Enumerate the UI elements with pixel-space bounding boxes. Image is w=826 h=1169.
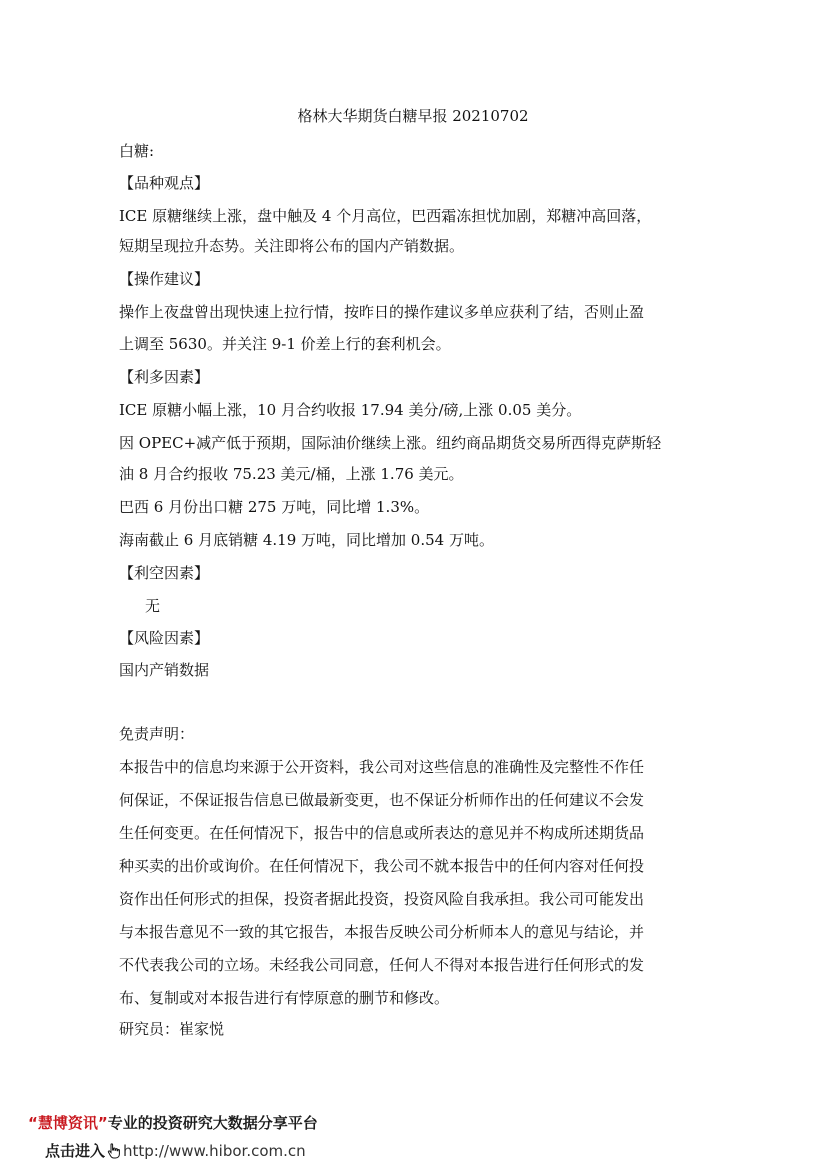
bear-text: 无: [145, 597, 161, 615]
footer-brand: “慧博资讯”: [28, 1114, 108, 1132]
risk-text: 国内产销数据: [119, 661, 210, 679]
bull-heading: 【利多因素】: [119, 368, 210, 386]
disclaimer-line-4: 种买卖的出价或询价。在任何情况下，我公司不就本报告中的任何内容对任何投: [119, 857, 645, 875]
view-line-1: ICE 原糖继续上涨，盘中触及 4 个月高位，巴西霜冻担忧加剧，郑糖冲高回落，: [119, 207, 652, 225]
disclaimer-line-1: 本报告中的信息均来源于公开资料，我公司对这些信息的准确性及完整性不作任: [119, 758, 645, 776]
bull-line-1: ICE 原糖小幅上涨，10 月合约收报 17.94 美分/磅,上涨 0.05 美分。: [119, 401, 582, 419]
bear-heading: 【利空因素】: [119, 564, 210, 582]
risk-heading: 【风险因素】: [119, 629, 210, 647]
view-heading: 【品种观点】: [119, 174, 210, 192]
disclaimer-line-6: 与本报告意见不一致的其它报告，本报告反映公司分析师本人的意见与结论，并: [119, 923, 645, 941]
disclaimer-line-2: 何保证，不保证报告信息已做最新变更，也不保证分析师作出的任何建议不会发: [119, 791, 645, 809]
hand-pointer-icon: [107, 1143, 121, 1159]
footer-banner: [28, 1113, 318, 1133]
footer-tagline: 专业的投资研究大数据分享平台: [107, 1114, 318, 1132]
disclaimer-line-5: 资作出任何形式的担保，投资者据此投资，投资风险自我承担。我公司可能发出: [119, 890, 645, 908]
advice-line-2: 上调至 5630。并关注 9-1 价差上行的套利机会。: [119, 335, 451, 353]
view-line-2: 短期呈现拉升态势。关注即将公布的国内产销数据。: [119, 237, 465, 255]
disclaimer-heading: 免责声明：: [119, 725, 195, 743]
footer-link-row[interactable]: [45, 1141, 306, 1161]
footer-url-link[interactable]: http://www.hibor.com.cn: [123, 1142, 306, 1160]
commodity-label: 白糖:: [119, 142, 155, 160]
report-title: 格林大华期货白糖早报 20210702: [297, 107, 529, 125]
researcher-name: 研究员：崔家悦: [119, 1020, 225, 1038]
advice-line-1: 操作上夜盘曾出现快速上拉行情，按昨日的操作建议多单应获利了结，否则止盈: [119, 303, 645, 321]
disclaimer-line-7: 不代表我公司的立场。未经我公司同意，任何人不得对本报告进行任何形式的发: [119, 956, 645, 974]
bull-line-4: 巴西 6 月份出口糖 275 万吨，同比增 1.3%。: [119, 498, 430, 516]
bull-line-2: 因 OPEC+减产低于预期，国际油价继续上涨。纽约商品期货交易所西得克萨斯轻: [119, 434, 662, 452]
bull-line-3: 油 8 月合约报收 75.23 美元/桶，上涨 1.76 美元。: [119, 465, 464, 483]
advice-heading: 【操作建议】: [119, 270, 210, 288]
bull-line-5: 海南截止 6 月底销糖 4.19 万吨，同比增加 0.54 万吨。: [119, 531, 494, 549]
footer-enter-label[interactable]: 点击进入: [45, 1142, 106, 1160]
disclaimer-line-3: 生任何变更。在任何情况下，报告中的信息或所表达的意见并不构成所述期货品: [119, 824, 645, 842]
disclaimer-line-8: 布、复制或对本报告进行有悖原意的删节和修改。: [119, 989, 450, 1007]
